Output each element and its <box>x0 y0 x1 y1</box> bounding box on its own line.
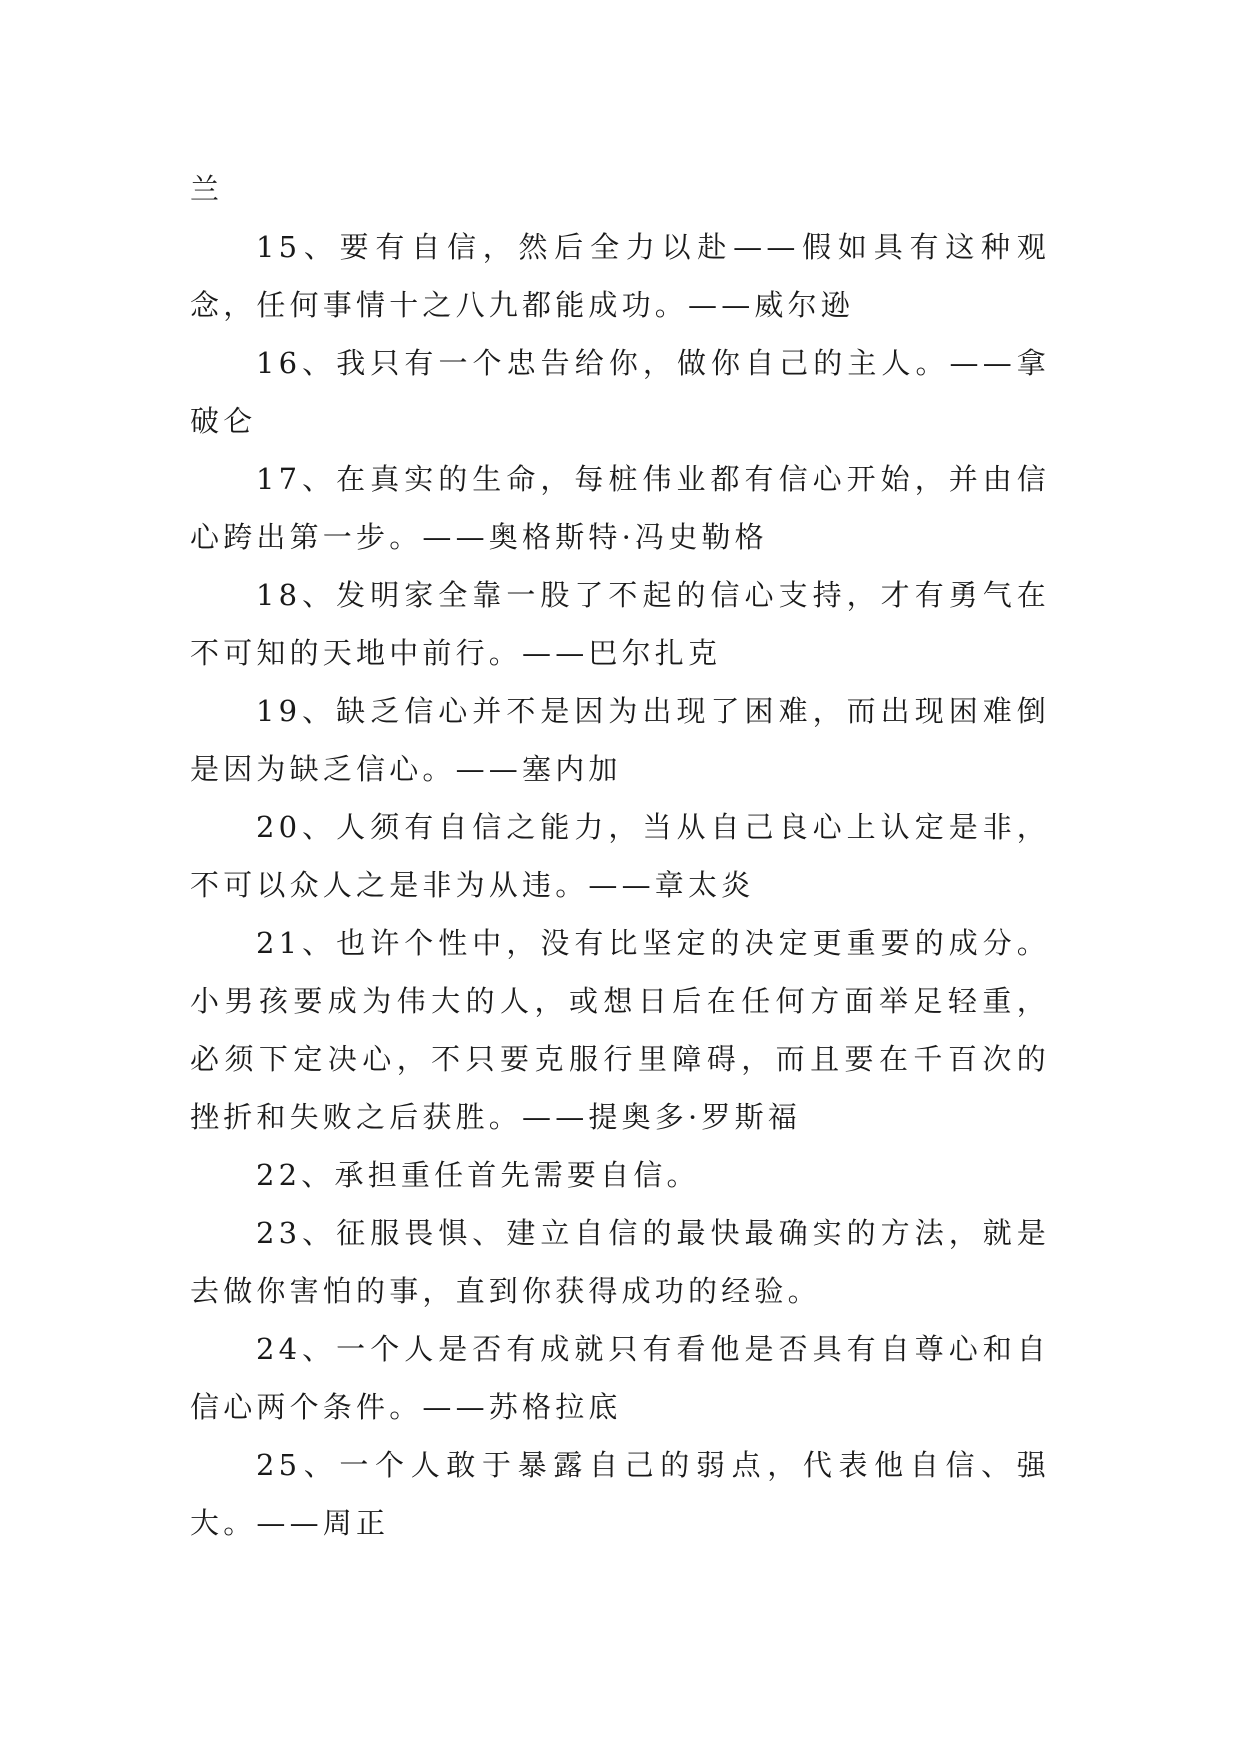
quote-20: 20、人须有自信之能力，当从自己良心上认定是非，不可以众人之是非为从违。——章太炎 <box>190 810 1050 902</box>
quote-19: 19、缺乏信心并不是因为出现了困难，而出现困难倒是因为缺乏信心。——塞内加 <box>190 694 1050 786</box>
quote-16: 16、我只有一个忠告给你，做你自己的主人。——拿破仑 <box>190 346 1050 438</box>
quote-15: 15、要有自信，然后全力以赴——假如具有这种观念，任何事情十之八九都能成功。——威尔逊 <box>190 230 1050 322</box>
quote-21: 21、也许个性中，没有比坚定的决定更重要的成分。小男孩要成为伟大的人，或想日后在任何方面举足轻重，必须下定决心，不只要克服行里障碍，而且要在千百次的挫折和失败之后获胜。——提奥多·罗斯福 <box>190 926 1050 1134</box>
quote-25: 25、一个人敢于暴露自己的弱点，代表他自信、强大。——周正 <box>190 1448 1050 1540</box>
quote-23: 23、征服畏惧、建立自信的最快最确实的方法，就是去做你害怕的事，直到你获得成功的经验。 <box>190 1216 1050 1308</box>
quote-17: 17、在真实的生命，每桩伟业都有信心开始，并由信心跨出第一步。——奥格斯特·冯史勒格 <box>190 462 1050 554</box>
quote-list <box>190 160 1050 1552</box>
paragraph-continued: 兰 <box>190 172 224 206</box>
quote-24: 24、一个人是否有成就只有看他是否具有自尊心和自信心两个条件。——苏格拉底 <box>190 1332 1050 1424</box>
quote-18: 18、发明家全靠一股了不起的信心支持，才有勇气在不可知的天地中前行。——巴尔扎克 <box>190 578 1050 670</box>
quote-22: 22、承担重任首先需要自信。 <box>256 1158 700 1192</box>
